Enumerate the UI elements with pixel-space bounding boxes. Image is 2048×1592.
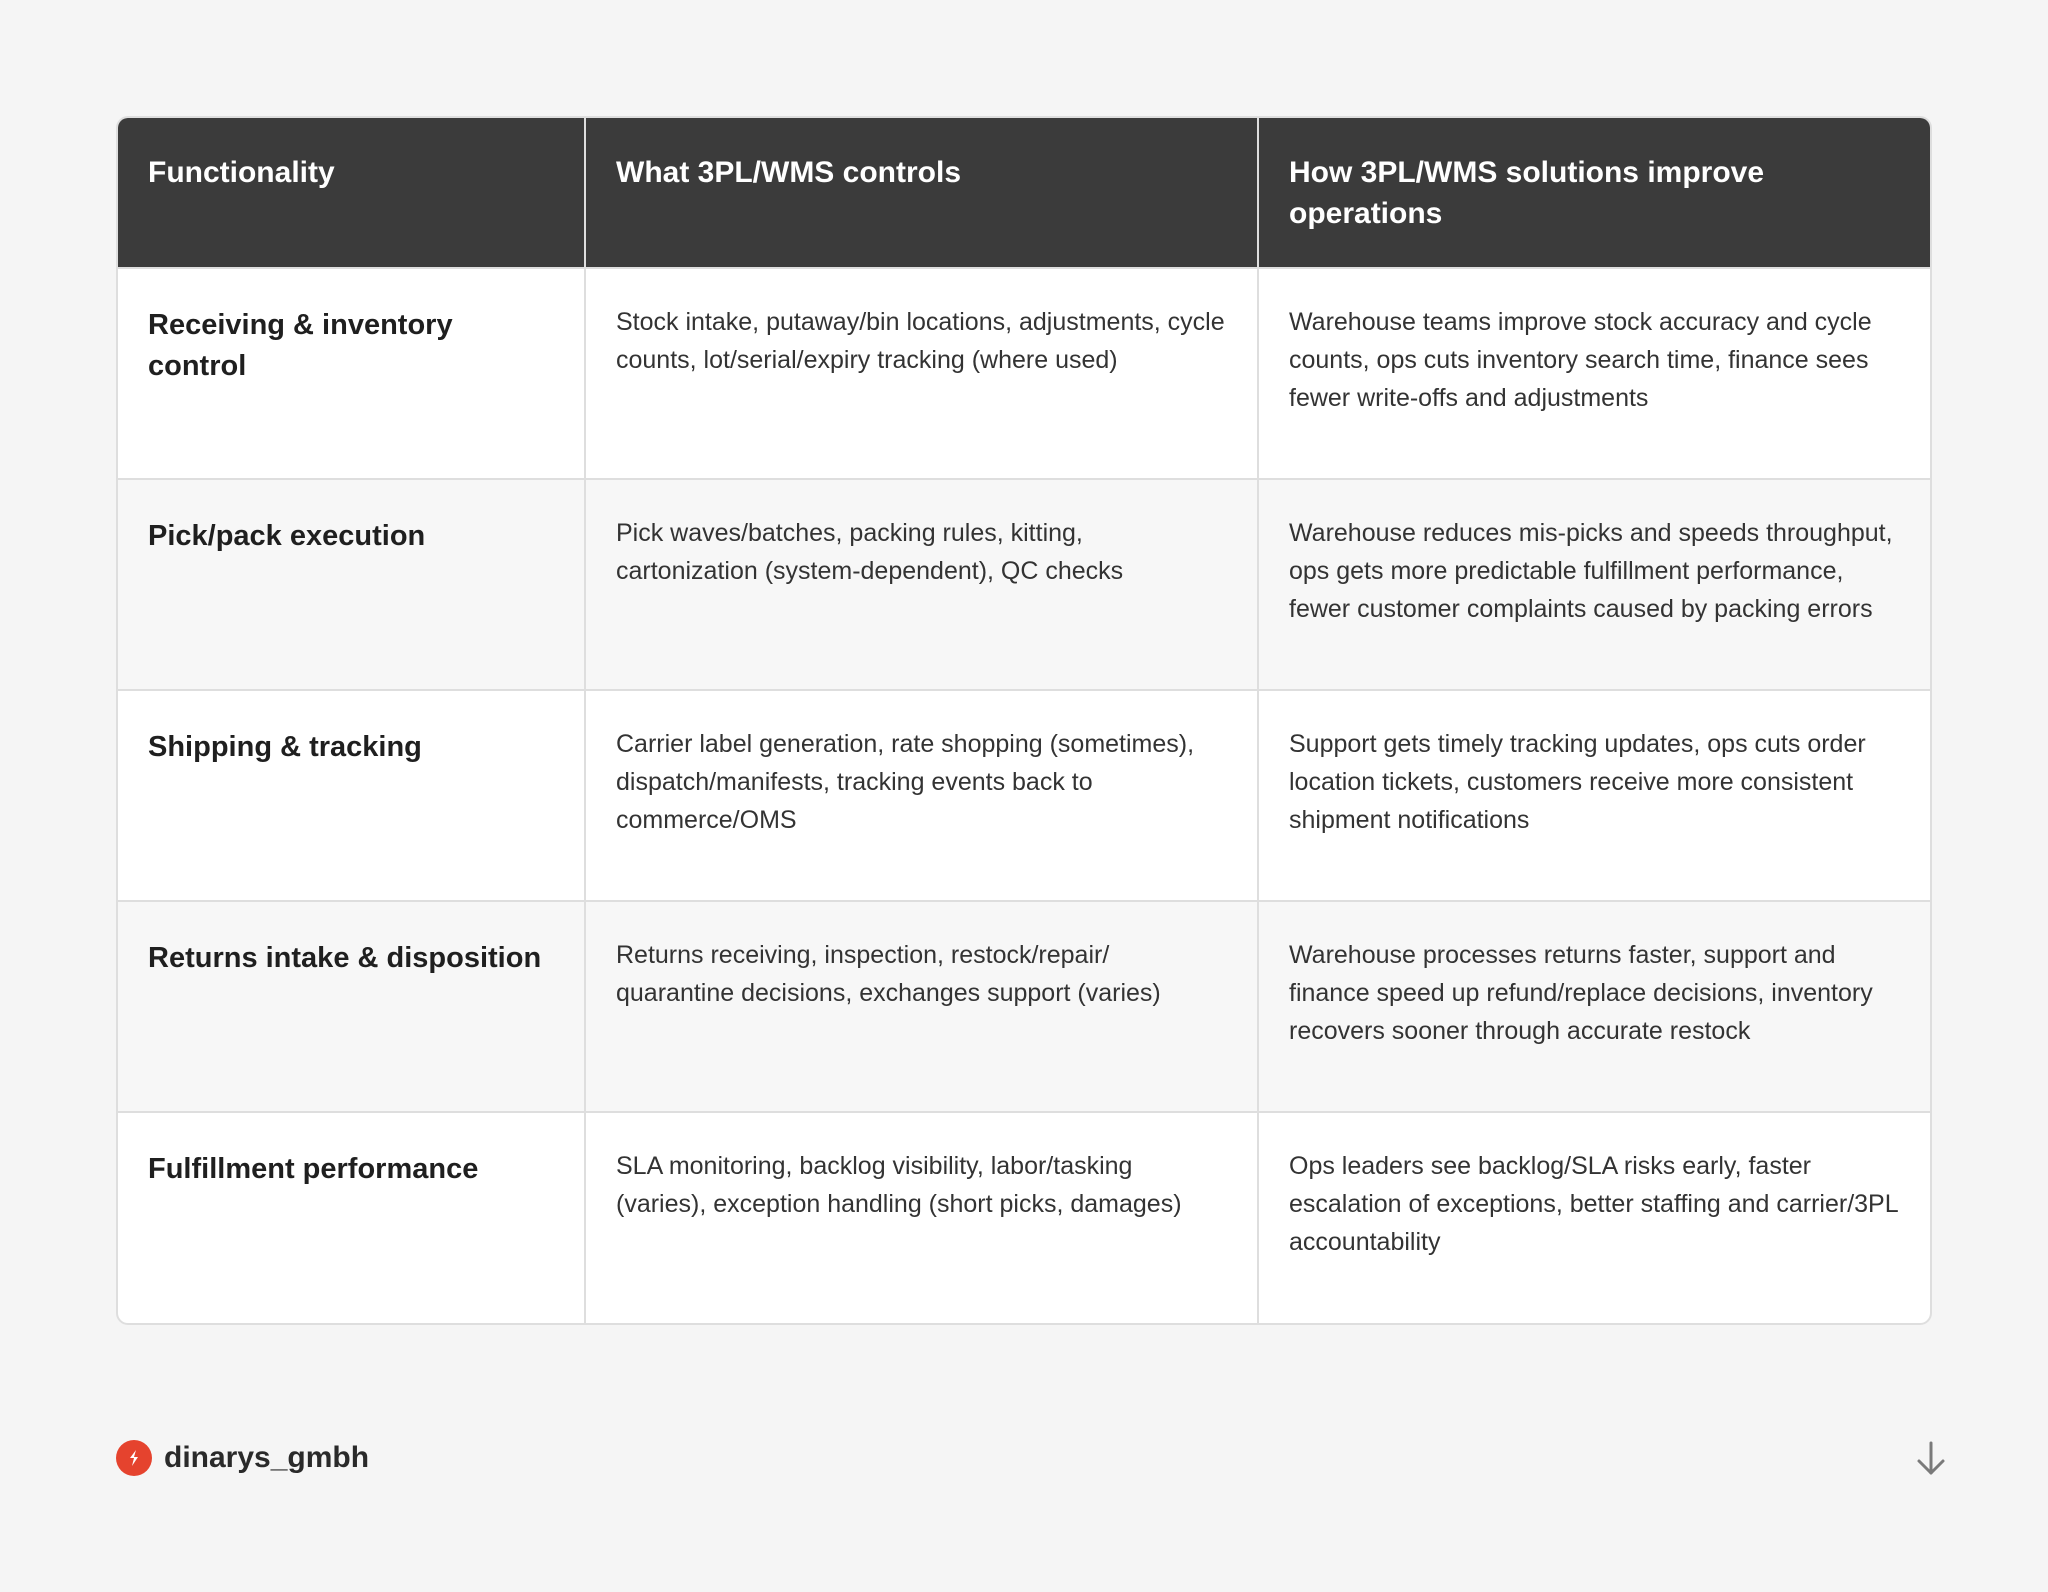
table-row [118, 901, 1930, 1112]
dinarys-logo-icon [116, 1440, 152, 1476]
header-controls: What 3PL/WMS controls [585, 118, 1258, 268]
controls-cell: Pick waves/batches, packing rules, kitting, cartonization (system-dependent), QC checks [585, 479, 1258, 690]
controls-cell: Stock intake, putaway/bin locations, adjustments, cycle counts, lot/serial/expiry tracking (where used) [585, 268, 1258, 479]
table-row [118, 268, 1930, 479]
table-row [118, 690, 1930, 901]
functionality-cell: Returns intake & disposition [118, 901, 585, 1112]
header-row [118, 118, 1930, 268]
functionality-cell: Shipping & tracking [118, 690, 585, 901]
controls-cell: Carrier label generation, rate shopping (sometimes), dispatch/manifests, tracking events back to commerce/OMS [585, 690, 1258, 901]
improves-cell: Support gets timely tracking updates, ops cuts order location tickets, customers receive more consistent shipment notifications [1258, 690, 1930, 901]
table-row [118, 1112, 1930, 1323]
brand-name: dinarys_gmbh [164, 1441, 370, 1474]
table-header [118, 118, 1930, 268]
improves-cell: Warehouse reduces mis-picks and speeds throughput, ops gets more predictable fulfillment performance, fewer customer complaints caused by packing errors [1258, 479, 1930, 690]
improves-cell: Warehouse processes returns faster, support and finance speed up refund/replace decisions, inventory recovers sooner through accurate restock [1258, 901, 1930, 1112]
table-row [118, 479, 1930, 690]
comparison-table-container [116, 116, 1932, 1325]
footer-brand[interactable] [116, 1440, 369, 1476]
functionality-cell: Receiving & inventory control [118, 268, 585, 479]
controls-cell: Returns receiving, inspection, restock/repair/ quarantine decisions, exchanges support (varies) [585, 901, 1258, 1112]
improves-cell: Ops leaders see backlog/SLA risks early, faster escalation of exceptions, better staffing and carrier/3PL accountability [1258, 1112, 1930, 1323]
improves-cell: Warehouse teams improve stock accuracy and cycle counts, ops cuts inventory search time, finance sees fewer write-offs and adjustments [1258, 268, 1930, 479]
functionality-cell: Fulfillment performance [118, 1112, 585, 1323]
header-improves: How 3PL/WMS solutions improve operations [1258, 118, 1930, 268]
arrow-down-icon[interactable] [1912, 1440, 1950, 1478]
table-body [118, 268, 1930, 1323]
header-functionality: Functionality [118, 118, 585, 268]
controls-cell: SLA monitoring, backlog visibility, labor/tasking (varies), exception handling (short picks, damages) [585, 1112, 1258, 1323]
functionality-cell: Pick/pack execution [118, 479, 585, 690]
comparison-table [118, 118, 1930, 1323]
